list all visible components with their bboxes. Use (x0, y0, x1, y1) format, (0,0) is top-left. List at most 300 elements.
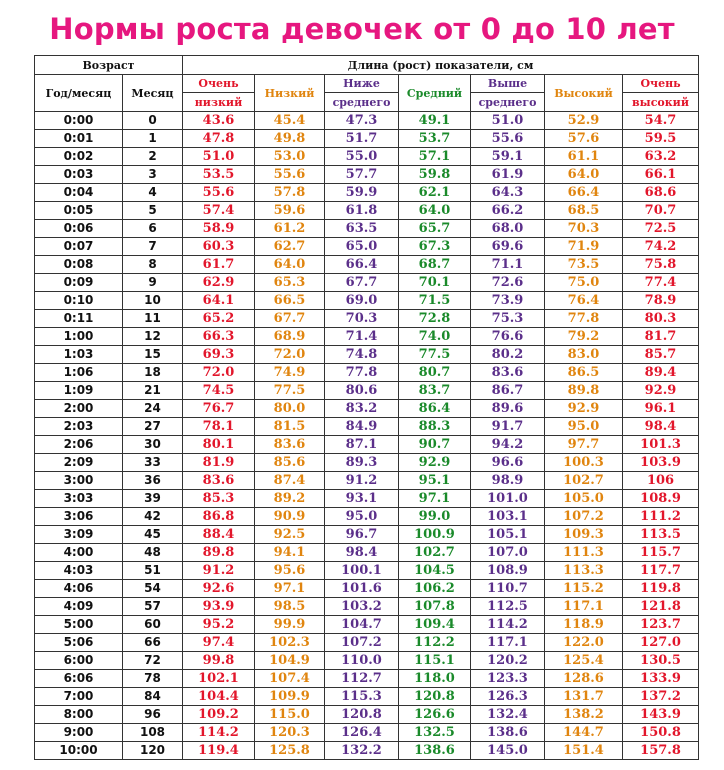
below-average-cell: 80.6 (325, 382, 399, 400)
above-average-header-bottom: среднего (471, 93, 545, 112)
very-high-header-bottom: высокий (623, 93, 699, 112)
below-average-cell: 83.2 (325, 400, 399, 418)
low-cell: 115.0 (255, 706, 325, 724)
above-average-cell: 103.1 (471, 508, 545, 526)
very-low-cell: 97.4 (183, 634, 255, 652)
very-high-cell: 113.5 (623, 526, 699, 544)
average-cell: 132.5 (399, 724, 471, 742)
month-cell: 27 (123, 418, 183, 436)
very-high-cell: 89.4 (623, 364, 699, 382)
very-high-cell: 117.7 (623, 562, 699, 580)
above-average-cell: 107.0 (471, 544, 545, 562)
month-cell: 33 (123, 454, 183, 472)
month-cell: 54 (123, 580, 183, 598)
high-cell: 57.6 (545, 130, 623, 148)
low-cell: 59.6 (255, 202, 325, 220)
very-low-cell: 102.1 (183, 670, 255, 688)
above-average-cell: 145.0 (471, 742, 545, 760)
below-average-cell: 103.2 (325, 598, 399, 616)
very-low-cell: 99.8 (183, 652, 255, 670)
average-cell: 49.1 (399, 112, 471, 130)
very-low-cell: 76.7 (183, 400, 255, 418)
high-header: Высокий (545, 75, 623, 112)
above-average-cell: 73.9 (471, 292, 545, 310)
very-low-cell: 69.3 (183, 346, 255, 364)
age-cell: 0:08 (35, 256, 123, 274)
table-body (35, 112, 699, 760)
low-cell: 104.9 (255, 652, 325, 670)
low-cell: 99.9 (255, 616, 325, 634)
very-low-cell: 65.2 (183, 310, 255, 328)
high-cell: 52.9 (545, 112, 623, 130)
below-average-cell: 61.8 (325, 202, 399, 220)
below-average-cell: 74.8 (325, 346, 399, 364)
table-row (35, 580, 699, 598)
below-average-cell: 47.3 (325, 112, 399, 130)
age-cell: 4:03 (35, 562, 123, 580)
low-cell: 66.5 (255, 292, 325, 310)
very-low-cell: 104.4 (183, 688, 255, 706)
low-cell: 83.6 (255, 436, 325, 454)
age-cell: 0:00 (35, 112, 123, 130)
month-cell: 8 (123, 256, 183, 274)
high-cell: 83.0 (545, 346, 623, 364)
average-cell: 80.7 (399, 364, 471, 382)
very-low-cell: 80.1 (183, 436, 255, 454)
above-average-cell: 101.0 (471, 490, 545, 508)
below-average-cell: 69.0 (325, 292, 399, 310)
low-cell: 87.4 (255, 472, 325, 490)
very-low-cell: 95.2 (183, 616, 255, 634)
age-cell: 1:09 (35, 382, 123, 400)
average-cell: 59.8 (399, 166, 471, 184)
month-cell: 0 (123, 112, 183, 130)
average-cell: 97.1 (399, 490, 471, 508)
average-header: Средний (399, 75, 471, 112)
high-cell: 73.5 (545, 256, 623, 274)
table-row (35, 364, 699, 382)
low-cell: 77.5 (255, 382, 325, 400)
very-high-cell: 92.9 (623, 382, 699, 400)
average-cell: 102.7 (399, 544, 471, 562)
age-cell: 0:09 (35, 274, 123, 292)
below-average-cell: 66.4 (325, 256, 399, 274)
very-low-cell: 93.9 (183, 598, 255, 616)
very-low-cell: 85.3 (183, 490, 255, 508)
high-cell: 100.3 (545, 454, 623, 472)
age-cell: 2:06 (35, 436, 123, 454)
average-cell: 67.3 (399, 238, 471, 256)
month-cell: 18 (123, 364, 183, 382)
average-cell: 109.4 (399, 616, 471, 634)
high-cell: 105.0 (545, 490, 623, 508)
high-cell: 89.8 (545, 382, 623, 400)
month-cell: 39 (123, 490, 183, 508)
average-cell: 83.7 (399, 382, 471, 400)
very-high-cell: 106 (623, 472, 699, 490)
low-cell: 67.7 (255, 310, 325, 328)
above-average-cell: 55.6 (471, 130, 545, 148)
very-high-cell: 130.5 (623, 652, 699, 670)
high-cell: 125.4 (545, 652, 623, 670)
table-row (35, 382, 699, 400)
above-average-cell: 132.4 (471, 706, 545, 724)
very-high-cell: 123.7 (623, 616, 699, 634)
page-title: Нормы роста девочек от 0 до 10 лет (49, 12, 675, 46)
high-cell: 70.3 (545, 220, 623, 238)
age-cell: 0:01 (35, 130, 123, 148)
above-average-cell: 66.2 (471, 202, 545, 220)
age-group-header: Возраст (35, 56, 183, 75)
low-cell: 98.5 (255, 598, 325, 616)
high-cell: 118.9 (545, 616, 623, 634)
very-high-cell: 68.6 (623, 184, 699, 202)
table-row (35, 400, 699, 418)
low-cell: 107.4 (255, 670, 325, 688)
high-cell: 97.7 (545, 436, 623, 454)
above-average-cell: 114.2 (471, 616, 545, 634)
age-cell: 1:06 (35, 364, 123, 382)
below-average-cell: 120.8 (325, 706, 399, 724)
average-cell: 70.1 (399, 274, 471, 292)
age-cell: 3:00 (35, 472, 123, 490)
high-cell: 117.1 (545, 598, 623, 616)
very-high-cell: 80.3 (623, 310, 699, 328)
average-cell: 71.5 (399, 292, 471, 310)
table-row (35, 256, 699, 274)
very-low-cell: 92.6 (183, 580, 255, 598)
length-group-header: Длина (рост) показатели, см (183, 56, 699, 75)
very-high-cell: 101.3 (623, 436, 699, 454)
very-low-cell: 47.8 (183, 130, 255, 148)
above-average-cell: 110.7 (471, 580, 545, 598)
very-high-cell: 133.9 (623, 670, 699, 688)
low-cell: 61.2 (255, 220, 325, 238)
above-average-cell: 75.3 (471, 310, 545, 328)
high-cell: 68.5 (545, 202, 623, 220)
age-cell: 5:06 (35, 634, 123, 652)
table-row (35, 742, 699, 760)
month-cell: 36 (123, 472, 183, 490)
table-row (35, 166, 699, 184)
low-cell: 85.6 (255, 454, 325, 472)
very-high-cell: 63.2 (623, 148, 699, 166)
below-average-cell: 93.1 (325, 490, 399, 508)
table-row (35, 220, 699, 238)
low-cell: 95.6 (255, 562, 325, 580)
high-cell: 86.5 (545, 364, 623, 382)
above-average-cell: 51.0 (471, 112, 545, 130)
high-cell: 66.4 (545, 184, 623, 202)
age-cell: 2:09 (35, 454, 123, 472)
above-average-cell: 138.6 (471, 724, 545, 742)
high-cell: 128.6 (545, 670, 623, 688)
age-cell: 0:10 (35, 292, 123, 310)
very-low-cell: 88.4 (183, 526, 255, 544)
very-high-cell: 150.8 (623, 724, 699, 742)
above-average-cell: 98.9 (471, 472, 545, 490)
month-cell: 5 (123, 202, 183, 220)
average-cell: 115.1 (399, 652, 471, 670)
below-average-header-top: Ниже (325, 75, 399, 93)
very-high-cell: 127.0 (623, 634, 699, 652)
table-row (35, 670, 699, 688)
age-cell: 4:09 (35, 598, 123, 616)
age-cell: 0:02 (35, 148, 123, 166)
high-cell: 75.0 (545, 274, 623, 292)
month-cell: 45 (123, 526, 183, 544)
low-cell: 72.0 (255, 346, 325, 364)
very-high-cell: 85.7 (623, 346, 699, 364)
very-high-cell: 74.2 (623, 238, 699, 256)
high-cell: 71.9 (545, 238, 623, 256)
table-row (35, 508, 699, 526)
age-cell: 0:05 (35, 202, 123, 220)
above-average-cell: 96.6 (471, 454, 545, 472)
month-cell: 9 (123, 274, 183, 292)
low-cell: 120.3 (255, 724, 325, 742)
above-average-cell: 94.2 (471, 436, 545, 454)
average-cell: 112.2 (399, 634, 471, 652)
age-cell: 3:09 (35, 526, 123, 544)
above-average-cell: 112.5 (471, 598, 545, 616)
very-high-cell: 119.8 (623, 580, 699, 598)
table-row (35, 310, 699, 328)
table-row (35, 346, 699, 364)
month-cell: 72 (123, 652, 183, 670)
month-cell: 24 (123, 400, 183, 418)
above-average-cell: 72.6 (471, 274, 545, 292)
very-high-cell: 75.8 (623, 256, 699, 274)
average-cell: 74.0 (399, 328, 471, 346)
low-cell: 74.9 (255, 364, 325, 382)
low-cell: 53.0 (255, 148, 325, 166)
month-cell: 42 (123, 508, 183, 526)
below-average-cell: 51.7 (325, 130, 399, 148)
table-row (35, 544, 699, 562)
above-average-cell: 117.1 (471, 634, 545, 652)
very-low-cell: 109.2 (183, 706, 255, 724)
month-column-header: Месяц (123, 75, 183, 112)
very-low-cell: 114.2 (183, 724, 255, 742)
below-average-cell: 63.5 (325, 220, 399, 238)
average-cell: 92.9 (399, 454, 471, 472)
very-low-cell: 60.3 (183, 238, 255, 256)
high-cell: 64.0 (545, 166, 623, 184)
very-low-cell: 83.6 (183, 472, 255, 490)
very-low-cell: 51.0 (183, 148, 255, 166)
table-row (35, 724, 699, 742)
very-high-cell: 72.5 (623, 220, 699, 238)
high-cell: 109.3 (545, 526, 623, 544)
below-average-cell: 84.9 (325, 418, 399, 436)
below-average-cell: 57.7 (325, 166, 399, 184)
high-cell: 61.1 (545, 148, 623, 166)
average-cell: 62.1 (399, 184, 471, 202)
very-low-cell: 91.2 (183, 562, 255, 580)
average-cell: 57.1 (399, 148, 471, 166)
age-cell: 4:00 (35, 544, 123, 562)
table-row (35, 130, 699, 148)
month-cell: 2 (123, 148, 183, 166)
average-cell: 64.0 (399, 202, 471, 220)
high-cell: 115.2 (545, 580, 623, 598)
month-cell: 57 (123, 598, 183, 616)
below-average-cell: 112.7 (325, 670, 399, 688)
age-cell: 0:06 (35, 220, 123, 238)
high-cell: 138.2 (545, 706, 623, 724)
below-average-cell: 87.1 (325, 436, 399, 454)
month-cell: 84 (123, 688, 183, 706)
age-cell: 3:06 (35, 508, 123, 526)
very-low-cell: 64.1 (183, 292, 255, 310)
month-cell: 15 (123, 346, 183, 364)
table-row (35, 706, 699, 724)
table-row (35, 418, 699, 436)
month-cell: 7 (123, 238, 183, 256)
age-cell: 4:06 (35, 580, 123, 598)
high-cell: 151.4 (545, 742, 623, 760)
table-row (35, 454, 699, 472)
below-average-cell: 70.3 (325, 310, 399, 328)
very-high-cell: 111.2 (623, 508, 699, 526)
above-average-cell: 76.6 (471, 328, 545, 346)
low-cell: 68.9 (255, 328, 325, 346)
month-cell: 51 (123, 562, 183, 580)
low-cell: 45.4 (255, 112, 325, 130)
below-average-cell: 89.3 (325, 454, 399, 472)
very-high-cell: 137.2 (623, 688, 699, 706)
low-cell: 62.7 (255, 238, 325, 256)
above-average-cell: 89.6 (471, 400, 545, 418)
very-low-cell: 43.6 (183, 112, 255, 130)
very-high-cell: 157.8 (623, 742, 699, 760)
average-cell: 77.5 (399, 346, 471, 364)
age-cell: 0:03 (35, 166, 123, 184)
very-low-cell: 89.8 (183, 544, 255, 562)
very-high-header-top: Очень (623, 75, 699, 93)
very-high-cell: 96.1 (623, 400, 699, 418)
low-cell: 89.2 (255, 490, 325, 508)
average-cell: 65.7 (399, 220, 471, 238)
very-high-cell: 115.7 (623, 544, 699, 562)
age-cell: 0:11 (35, 310, 123, 328)
below-average-header-bottom: среднего (325, 93, 399, 112)
table-row (35, 688, 699, 706)
above-average-cell: 91.7 (471, 418, 545, 436)
very-low-cell: 66.3 (183, 328, 255, 346)
very-low-cell: 74.5 (183, 382, 255, 400)
very-high-cell: 70.7 (623, 202, 699, 220)
high-cell: 122.0 (545, 634, 623, 652)
very-low-cell: 53.5 (183, 166, 255, 184)
high-cell: 107.2 (545, 508, 623, 526)
age-cell: 6:00 (35, 652, 123, 670)
age-cell: 2:00 (35, 400, 123, 418)
below-average-cell: 107.2 (325, 634, 399, 652)
very-high-cell: 108.9 (623, 490, 699, 508)
very-low-cell: 119.4 (183, 742, 255, 760)
table-row (35, 652, 699, 670)
month-cell: 66 (123, 634, 183, 652)
above-average-cell: 126.3 (471, 688, 545, 706)
average-cell: 107.8 (399, 598, 471, 616)
age-cell: 5:00 (35, 616, 123, 634)
below-average-cell: 55.0 (325, 148, 399, 166)
above-average-cell: 108.9 (471, 562, 545, 580)
average-cell: 68.7 (399, 256, 471, 274)
above-average-cell: 105.1 (471, 526, 545, 544)
age-column-header: Год/месяц (35, 75, 123, 112)
age-cell: 9:00 (35, 724, 123, 742)
very-high-cell: 78.9 (623, 292, 699, 310)
above-average-cell: 71.1 (471, 256, 545, 274)
average-cell: 120.8 (399, 688, 471, 706)
low-cell: 81.5 (255, 418, 325, 436)
average-cell: 88.3 (399, 418, 471, 436)
month-cell: 6 (123, 220, 183, 238)
high-cell: 92.9 (545, 400, 623, 418)
very-high-cell: 81.7 (623, 328, 699, 346)
table-row (35, 436, 699, 454)
month-cell: 21 (123, 382, 183, 400)
age-cell: 2:03 (35, 418, 123, 436)
very-low-header-bottom: низкий (183, 93, 255, 112)
average-cell: 118.0 (399, 670, 471, 688)
below-average-cell: 100.1 (325, 562, 399, 580)
very-low-cell: 62.9 (183, 274, 255, 292)
age-cell: 1:00 (35, 328, 123, 346)
month-cell: 12 (123, 328, 183, 346)
low-cell: 97.1 (255, 580, 325, 598)
month-cell: 1 (123, 130, 183, 148)
age-cell: 0:07 (35, 238, 123, 256)
very-low-cell: 86.8 (183, 508, 255, 526)
low-cell: 109.9 (255, 688, 325, 706)
month-cell: 78 (123, 670, 183, 688)
below-average-cell: 126.4 (325, 724, 399, 742)
month-cell: 120 (123, 742, 183, 760)
age-cell: 3:03 (35, 490, 123, 508)
very-low-cell: 55.6 (183, 184, 255, 202)
very-high-cell: 77.4 (623, 274, 699, 292)
below-average-cell: 91.2 (325, 472, 399, 490)
above-average-cell: 83.6 (471, 364, 545, 382)
below-average-cell: 115.3 (325, 688, 399, 706)
age-cell: 7:00 (35, 688, 123, 706)
very-high-cell: 59.5 (623, 130, 699, 148)
high-cell: 131.7 (545, 688, 623, 706)
age-cell: 8:00 (35, 706, 123, 724)
month-cell: 10 (123, 292, 183, 310)
average-cell: 95.1 (399, 472, 471, 490)
very-low-cell: 58.9 (183, 220, 255, 238)
very-high-cell: 103.9 (623, 454, 699, 472)
table-row (35, 472, 699, 490)
very-high-cell: 54.7 (623, 112, 699, 130)
age-cell: 1:03 (35, 346, 123, 364)
very-low-cell: 72.0 (183, 364, 255, 382)
average-cell: 138.6 (399, 742, 471, 760)
below-average-cell: 59.9 (325, 184, 399, 202)
month-cell: 108 (123, 724, 183, 742)
table-row (35, 328, 699, 346)
high-cell: 144.7 (545, 724, 623, 742)
average-cell: 90.7 (399, 436, 471, 454)
age-cell: 0:04 (35, 184, 123, 202)
average-cell: 104.5 (399, 562, 471, 580)
low-cell: 94.1 (255, 544, 325, 562)
